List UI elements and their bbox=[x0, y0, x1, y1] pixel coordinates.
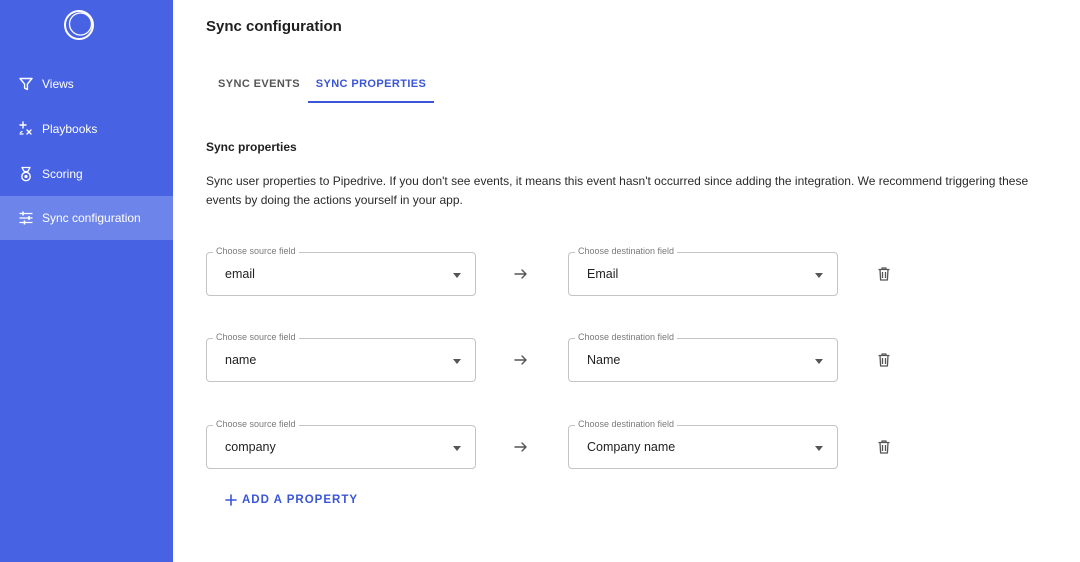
trash-icon[interactable] bbox=[876, 439, 892, 455]
source-field-select[interactable] bbox=[206, 332, 476, 382]
field-value: Name bbox=[587, 353, 621, 367]
section-description: Sync user properties to Pipedrive. If you don't see events, it means this event hasn't occurred since adding the integration. We recommend triggering these events by doing the actions yourself in your app. bbox=[206, 174, 1029, 207]
sidebar-item-sync-configuration[interactable] bbox=[0, 196, 173, 240]
field-label: Choose source field bbox=[213, 331, 299, 343]
trash-icon[interactable] bbox=[876, 352, 892, 368]
destination-field-select[interactable] bbox=[568, 419, 838, 469]
sidebar-item-label: Scoring bbox=[42, 167, 83, 181]
source-field-select[interactable] bbox=[206, 419, 476, 469]
trash-icon[interactable] bbox=[876, 266, 892, 282]
sidebar-item-playbooks[interactable] bbox=[0, 107, 173, 151]
field-label: Choose destination field bbox=[575, 331, 677, 343]
chevron-down-icon bbox=[453, 446, 461, 451]
sidebar bbox=[0, 0, 173, 562]
sidebar-item-views[interactable] bbox=[0, 62, 173, 106]
destination-field-select[interactable] bbox=[568, 246, 838, 296]
arrow-right-icon bbox=[513, 439, 529, 455]
chevron-down-icon bbox=[453, 359, 461, 364]
sidebar-item-label: Playbooks bbox=[42, 122, 98, 136]
field-value: Company name bbox=[587, 440, 676, 454]
playbook-icon bbox=[18, 121, 34, 137]
field-label: Choose destination field bbox=[575, 418, 677, 430]
filter-icon bbox=[18, 76, 34, 92]
chevron-down-icon bbox=[815, 359, 823, 364]
main-content bbox=[173, 0, 1080, 562]
field-label: Choose destination field bbox=[575, 245, 677, 257]
logo-icon[interactable] bbox=[63, 9, 95, 41]
source-field-select[interactable] bbox=[206, 246, 476, 296]
arrow-right-icon bbox=[513, 266, 529, 282]
chevron-down-icon bbox=[815, 446, 823, 451]
tab-sync-events[interactable]: SYNC EVENTS bbox=[218, 78, 301, 90]
field-value: name bbox=[225, 353, 257, 367]
page-title: Sync configuration bbox=[206, 18, 342, 35]
add-property-label: ADD A PROPERTY bbox=[242, 494, 359, 506]
field-label: Choose source field bbox=[213, 245, 299, 257]
destination-field-select[interactable] bbox=[568, 332, 838, 382]
sidebar-item-label: Views bbox=[42, 77, 74, 91]
sidebar-item-label: Sync configuration bbox=[42, 211, 141, 225]
tab-sync-properties[interactable]: SYNC PROPERTIES bbox=[308, 72, 434, 103]
sidebar-item-scoring[interactable] bbox=[0, 152, 173, 196]
add-property-button[interactable] bbox=[225, 494, 358, 506]
section-title: Sync properties bbox=[206, 140, 297, 154]
field-value: email bbox=[225, 267, 255, 281]
field-value: company bbox=[225, 440, 276, 454]
medal-icon bbox=[18, 166, 34, 182]
plus-icon bbox=[225, 494, 237, 506]
field-value: Email bbox=[587, 267, 619, 281]
chevron-down-icon bbox=[815, 273, 823, 278]
chevron-down-icon bbox=[453, 273, 461, 278]
arrow-right-icon bbox=[513, 352, 529, 368]
field-label: Choose source field bbox=[213, 418, 299, 430]
sliders-icon bbox=[18, 210, 34, 226]
